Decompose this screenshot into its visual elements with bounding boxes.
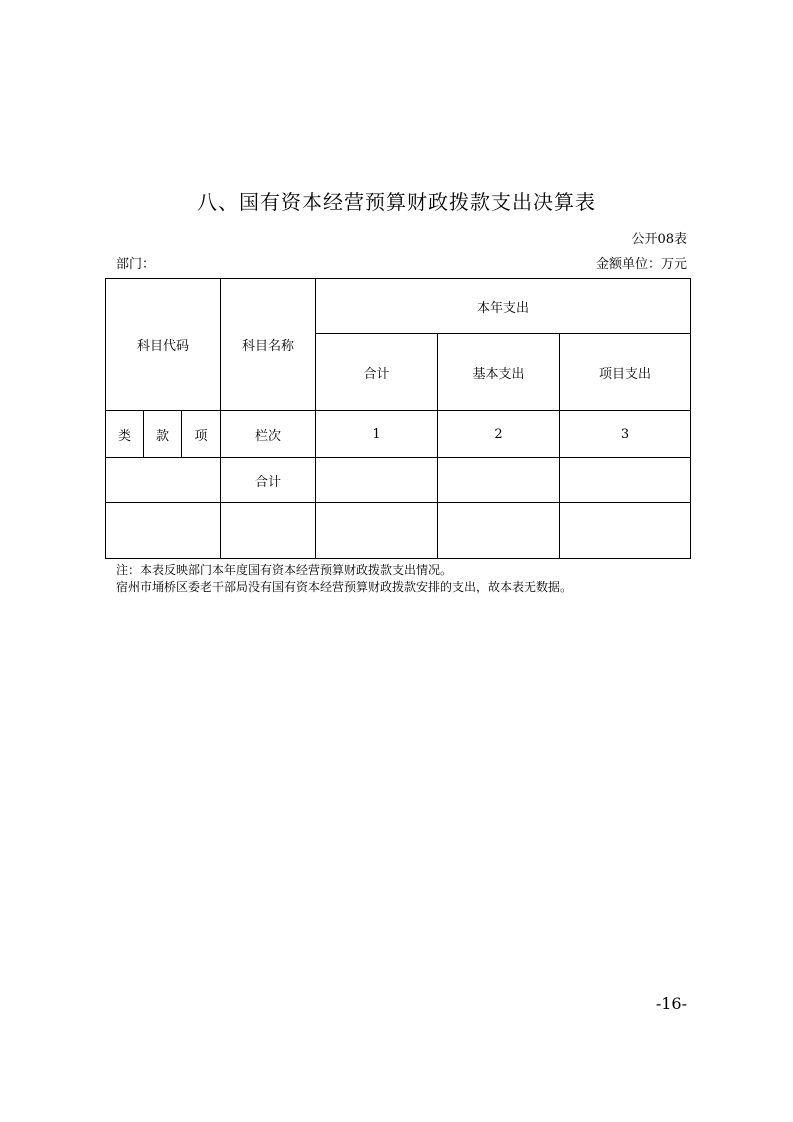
total-row-project-cell bbox=[560, 458, 691, 503]
item-header: 项 bbox=[182, 411, 221, 458]
section-header: 款 bbox=[144, 411, 182, 458]
empty-name-cell bbox=[221, 503, 316, 559]
empty-basic-cell bbox=[438, 503, 560, 559]
unit-label: 金额单位：万元 bbox=[595, 257, 687, 272]
column-number-2: 2 bbox=[438, 411, 560, 458]
total-row-code-cell bbox=[106, 458, 221, 503]
empty-code-cell bbox=[106, 503, 221, 559]
department-label: 部门： bbox=[116, 257, 156, 272]
expenditure-table bbox=[105, 278, 691, 559]
total-row-basic-cell bbox=[438, 458, 560, 503]
subject-code-header: 科目代码 bbox=[106, 279, 221, 411]
basic-expenditure-header: 基本支出 bbox=[438, 334, 560, 411]
subject-name-header: 科目名称 bbox=[221, 279, 316, 411]
note-line-1: 注：本表反映部门本年度国有资本经营预算财政拨款支出情况。 bbox=[116, 563, 453, 577]
table-index-row bbox=[106, 411, 691, 458]
empty-project-cell bbox=[560, 503, 691, 559]
notes bbox=[116, 562, 572, 596]
class-header: 类 bbox=[106, 411, 144, 458]
table-row bbox=[106, 503, 691, 559]
column-number-3: 3 bbox=[560, 411, 691, 458]
form-code: 公开08表 bbox=[631, 232, 687, 247]
project-expenditure-header: 项目支出 bbox=[560, 334, 691, 411]
year-expenditure-header: 本年支出 bbox=[316, 279, 691, 334]
note-line-2: 宿州市埇桥区委老干部局没有国有资本经营预算财政拨款安排的支出，故本表无数据。 bbox=[116, 580, 573, 594]
total-header: 合计 bbox=[316, 334, 438, 411]
column-number-1: 1 bbox=[316, 411, 438, 458]
table-total-row bbox=[106, 458, 691, 503]
empty-total-cell bbox=[316, 503, 438, 559]
page-title: 八、国有资本经营预算财政拨款支出决算表 bbox=[197, 190, 596, 214]
table-header-row bbox=[106, 279, 691, 334]
page-number: -16- bbox=[655, 994, 687, 1013]
column-index-header: 栏次 bbox=[221, 411, 316, 458]
total-row-total-cell bbox=[316, 458, 438, 503]
total-row-label: 合计 bbox=[221, 458, 316, 503]
